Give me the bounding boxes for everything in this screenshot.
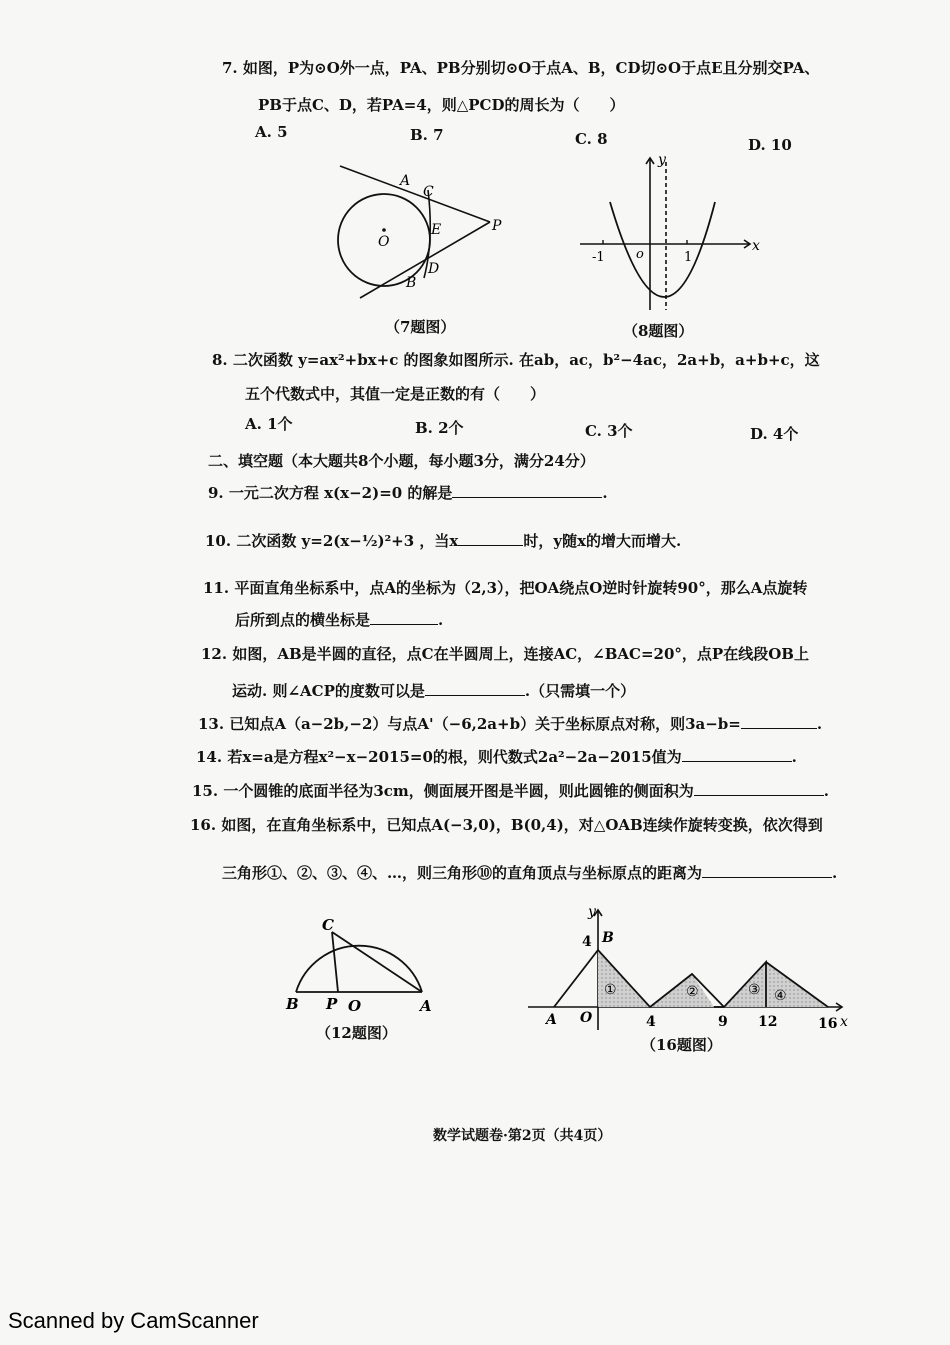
q16-answer-blank[interactable] bbox=[702, 862, 832, 878]
q11-line1: 11. 平面直角坐标系中，点A的坐标为（2,3），把OA绕点O逆时针旋转90°，那么A点旋转 bbox=[203, 579, 808, 597]
q7-option-c: C. 8 bbox=[575, 130, 608, 148]
fig7-caption: （7题图） bbox=[385, 318, 456, 336]
q16-line1: 16. 如图，在直角坐标系中，已知点A(−3,0)，B(0,4)，对△OAB连续作旋转变换，依次得到 bbox=[190, 816, 823, 834]
figure-7-tangent-circle bbox=[320, 160, 520, 310]
q7-option-d: D. 10 bbox=[748, 136, 792, 154]
q12-line2: 运动. 则∠ACP的度数可以是 .（只需填一个） bbox=[232, 682, 636, 700]
q12-line1: 12. 如图，AB是半圆的直径，点C在半圆周上，连接AC，∠BAC=20°，点P在线段OB上 bbox=[201, 645, 809, 663]
fig7-label-o: O bbox=[378, 234, 390, 250]
q10-answer-blank[interactable] bbox=[458, 530, 523, 546]
fig8-label-o: o bbox=[636, 247, 644, 262]
q9: 9. 一元二次方程 x(x−2)=0 的解是 . bbox=[208, 484, 608, 502]
fig12-label-b: B bbox=[286, 995, 299, 1013]
figure-12-semicircle bbox=[280, 912, 450, 1018]
q7-line1: 7. 如图，P为⊙O外一点，PA、PB分别切⊙O于点A、B，CD切⊙O于点E且分别交PA、 bbox=[222, 59, 820, 77]
fig8-label-y: y bbox=[658, 152, 666, 168]
fig7-label-d: D bbox=[428, 261, 440, 277]
fig7-label-c: C bbox=[423, 184, 434, 200]
q8-line1: 8. 二次函数 y=ax²+bx+c 的图象如图所示. 在ab，ac，b²−4ac，2a+b，a+b+c，这 bbox=[212, 351, 820, 369]
q8-option-a: A. 1个 bbox=[245, 415, 293, 433]
q8-line2: 五个代数式中，其值一定是正数的有（ ） bbox=[245, 385, 546, 403]
fig16-label-9: 9 bbox=[718, 1014, 728, 1030]
fig8-label-1: 1 bbox=[684, 250, 693, 265]
q13: 13. 已知点A（a−2b,−2）与点A'（−6,2a+b）关于坐标原点对称，则3a−b= . bbox=[198, 715, 823, 733]
fig8-label-minus1: -1 bbox=[592, 250, 605, 265]
fig16-caption: （16题图） bbox=[641, 1036, 722, 1054]
section-2-heading: 二、填空题（本大题共8个小题，每小题3分，满分24分） bbox=[208, 452, 595, 470]
q13-answer-blank[interactable] bbox=[741, 713, 817, 729]
fig16-label-x: x bbox=[840, 1014, 848, 1030]
q10: 10. 二次函数 y=2(x−½)²+3 ，当x 时，y随x的增大而增大. bbox=[205, 532, 682, 550]
fig12-label-o: O bbox=[348, 997, 362, 1015]
q9-answer-blank[interactable] bbox=[452, 482, 602, 498]
fig16-label-4-x: 4 bbox=[646, 1014, 656, 1030]
fig16-label-y: y bbox=[588, 904, 596, 920]
fig7-label-b: B bbox=[406, 275, 417, 291]
fig16-label-triangle-3: ③ bbox=[748, 982, 761, 998]
fig12-label-c: C bbox=[322, 916, 334, 934]
q8-option-d: D. 4个 bbox=[750, 425, 799, 443]
q7-option-a: A. 5 bbox=[255, 123, 288, 141]
fig8-label-x: x bbox=[752, 238, 760, 254]
q11-line2: 后所到点的横坐标是 . bbox=[235, 611, 444, 629]
q15: 15. 一个圆锥的底面半径为3cm，侧面展开图是半圆，则此圆锥的侧面积为 . bbox=[192, 782, 829, 800]
fig16-label-o: O bbox=[580, 1010, 593, 1026]
fig12-caption: （12题图） bbox=[316, 1024, 397, 1042]
fig16-label-triangle-4: ④ bbox=[774, 988, 787, 1004]
fig16-label-12: 12 bbox=[758, 1014, 778, 1030]
q7-option-b: B. 7 bbox=[410, 126, 444, 144]
q8-option-b: B. 2个 bbox=[415, 419, 464, 437]
q12-answer-blank[interactable] bbox=[425, 680, 525, 696]
q14: 14. 若x=a是方程x²−x−2015=0的根，则代数式2a²−2a−2015值为 . bbox=[196, 748, 797, 766]
fig16-label-a: A bbox=[546, 1012, 557, 1028]
fig12-label-a: A bbox=[420, 997, 432, 1015]
fig7-label-a: A bbox=[400, 173, 411, 189]
fig16-label-16: 16 bbox=[818, 1016, 838, 1032]
fig12-label-p: P bbox=[326, 995, 338, 1013]
fig16-label-4-y: 4 bbox=[582, 934, 592, 950]
q14-answer-blank[interactable] bbox=[682, 746, 792, 762]
figure-16-rotating-triangles bbox=[520, 900, 860, 1035]
fig16-label-b: B bbox=[602, 930, 614, 946]
fig16-label-triangle-1: ① bbox=[604, 982, 617, 998]
fig8-caption: （8题图） bbox=[623, 322, 694, 340]
q7-line2: PB于点C、D，若PA=4，则△PCD的周长为（ ） bbox=[258, 96, 625, 114]
q11-answer-blank[interactable] bbox=[370, 609, 438, 625]
fig7-label-e: E bbox=[431, 222, 442, 238]
fig16-label-triangle-2: ② bbox=[686, 984, 699, 1000]
q15-answer-blank[interactable] bbox=[694, 780, 824, 796]
q8-option-c: C. 3个 bbox=[585, 422, 633, 440]
q9-text: 9. 一元二次方程 x(x−2)=0 的解是 bbox=[208, 484, 453, 502]
figure-8-parabola bbox=[570, 152, 770, 317]
q10-text: 10. 二次函数 y=2(x−½)²+3 ，当x bbox=[205, 532, 459, 550]
q16-line2: 三角形①、②、③、④、…，则三角形⑩的直角顶点与坐标原点的距离为 . bbox=[222, 864, 838, 882]
page-footer: 数学试题卷·第2页（共4页） bbox=[433, 1128, 612, 1144]
fig7-label-p: P bbox=[492, 218, 502, 234]
scanner-watermark: Scanned by CamScanner bbox=[8, 1308, 259, 1333]
